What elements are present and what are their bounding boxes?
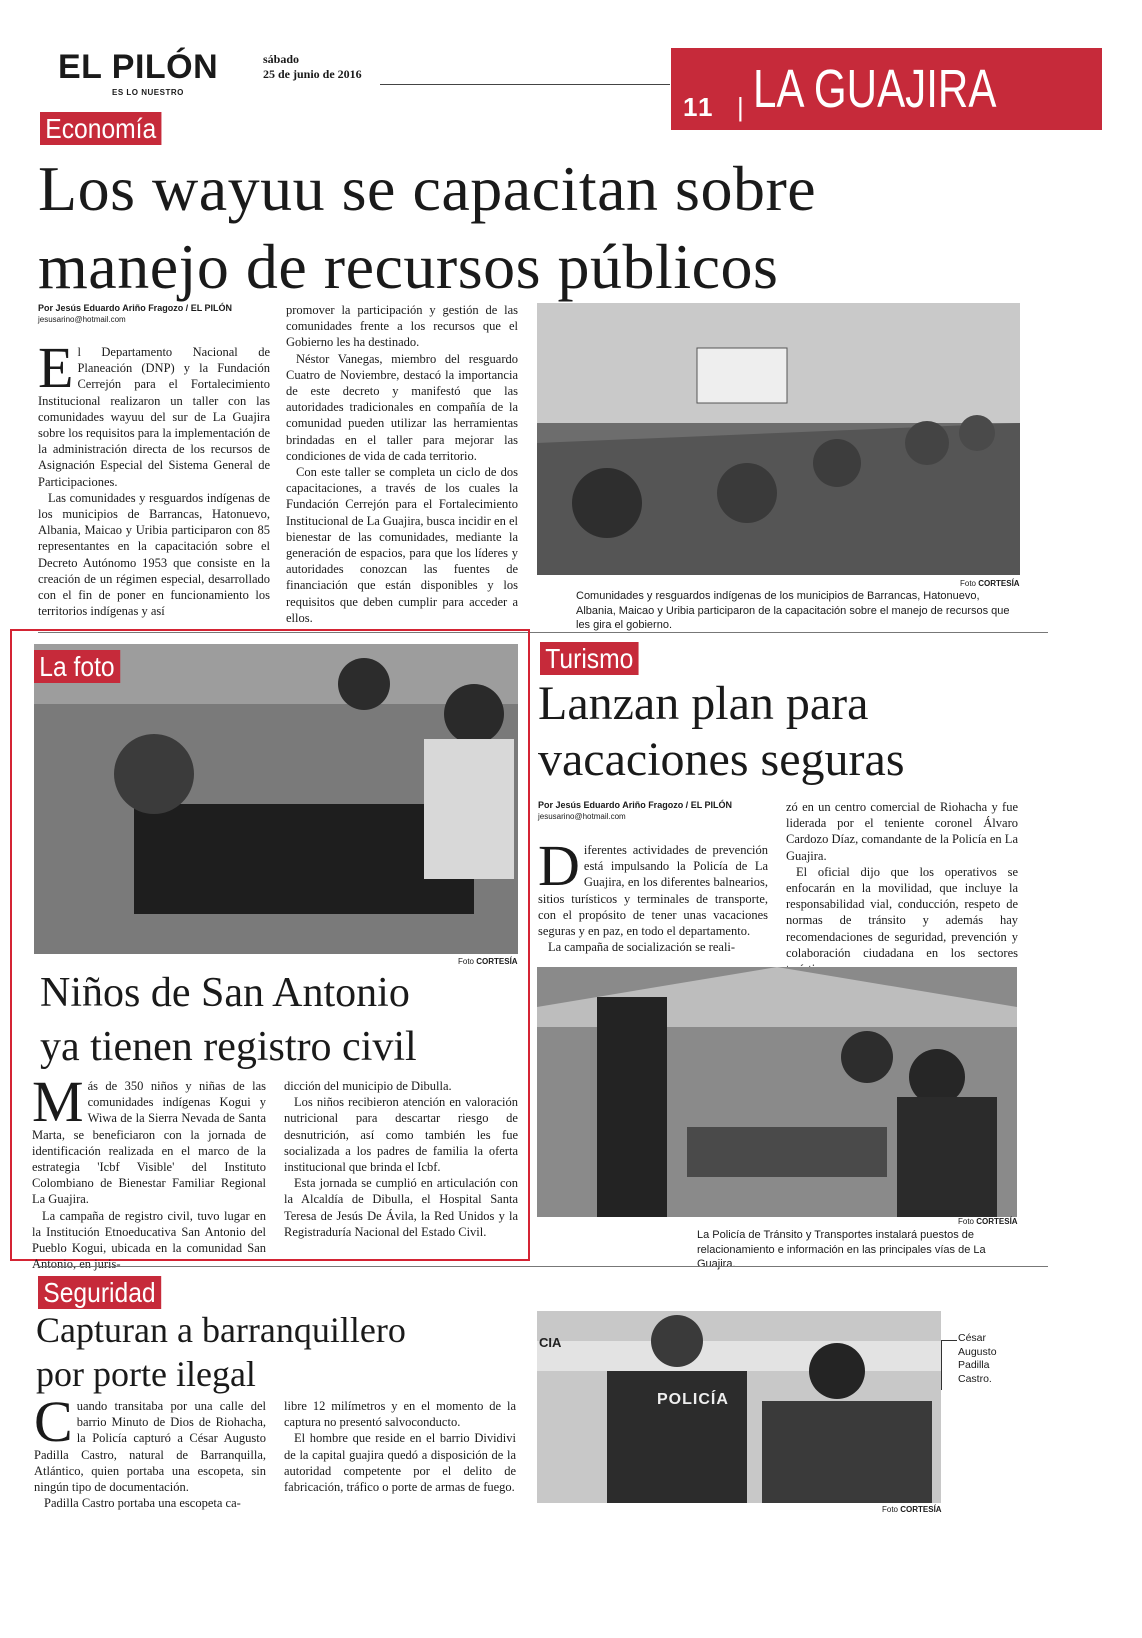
- article4-paragraph: [34, 1389, 266, 1495]
- credit-label: Foto: [960, 579, 977, 588]
- article1-paragraph: promover la participación y gestión de las comunidades frente a los recursos que el Gobierno les ha destinado.: [286, 303, 518, 350]
- article1-tag: [40, 112, 178, 145]
- article4-column-2: [284, 1398, 516, 1502]
- article3-column-2: [786, 799, 1018, 961]
- article1-text: l Departamento Nacional de Planeación (DNP) y la Fundación Cerrejón para el Fortalecimiento Institucional realizaron un taller con las comunidades wayuu del sur de La Guajira sobre los requisitos para la implementación de la administración directa de los recursos de Asignación Especial del Sistema General de Participaciones.: [38, 345, 270, 489]
- article2-tag-label: La foto: [34, 650, 120, 683]
- article1-photo-credit: [960, 579, 1020, 588]
- page-number: 11: [683, 92, 715, 122]
- article2-text: ás de 350 niños y niñas de las comunidades indígenas Kogui y Wiwa de la Sierra Nevada de Santa Marta, se beneficiaron con la jornada de identificación realizada en el marco de la estrategia 'Icbf Visible' del Instituto Colombiano de Bienestar Familiar Regional La Guajira.: [32, 1079, 266, 1207]
- credit-source: CORTESÍA: [476, 957, 518, 966]
- section-header: [671, 48, 1102, 130]
- arrest-photo-illustration: [537, 1311, 941, 1503]
- caption-pointer: [941, 1340, 957, 1390]
- article4-text: uando transitaba por una calle del barrio Minuto de Dios de Riohacha, la Policía capturó a César Augusto Padilla Castro, natural de Barranquilla, Atlántico, quien portaba una escopeta, sin ningún tipo de documentación.: [34, 1399, 266, 1495]
- article1-email: jesusarino@hotmail.com: [38, 315, 126, 324]
- credit-source: CORTESÍA: [900, 1505, 942, 1514]
- article3-photo-credit: [958, 1217, 1018, 1226]
- article1-paragraph: Con este taller se completa un ciclo de dos capacitaciones, a través de los cuales la Fundación Cerrejón para el Fortalecimiento Institucional de La Guajira, busca incidir en el bienestar de las comunidades, mediante la generación de espacios, para que los líderes y autoridades conozcan las fuentes de financiación que están disponibles y los requisitos que deben cumplir para acceder a ellos.: [286, 465, 518, 625]
- article2-photo-credit: [458, 957, 518, 966]
- article1-photo: [537, 303, 1020, 575]
- article2-paragraph: Los niños recibieron atención en valoración nutricional para descartar riesgo de desnutrición, así como también les fue socializada a los padres de familia la oferta institucional que brinda el Icbf.: [284, 1095, 518, 1175]
- article2-paragraph: La campaña de registro civil, tuvo lugar en la Institución Etnoeducativa San Antonio del Pueblo Kogui, ubicada en la comunidad San Antonio, en juris-: [32, 1208, 266, 1272]
- dateline-date: 25 de junio de 2016: [263, 67, 362, 81]
- article1-paragraph: [38, 335, 270, 490]
- header-rule: [380, 84, 670, 85]
- article3-byline-block: [538, 799, 778, 822]
- dateline: [263, 52, 362, 82]
- article1-column-2: [286, 302, 518, 630]
- article3-paragraph: La campaña de socialización se reali-: [548, 940, 736, 955]
- section-title: LA GUAJIRA: [753, 59, 997, 119]
- article2-paragraph: dicción del municipio de Dibulla.: [284, 1079, 452, 1093]
- article3-byline: Por Jesús Eduardo Ariño Fragozo / EL PILÓN: [538, 800, 733, 810]
- workshop-photo-illustration: [537, 303, 1020, 575]
- dateline-day: sábado: [263, 52, 300, 66]
- photo-text-cia: CIA: [539, 1335, 562, 1350]
- article2-column-1: [32, 1069, 266, 1272]
- article3-tag: [540, 642, 652, 675]
- article4-paragraph: libre 12 milímetros y en el momento de la captura no presentó salvoconducto.: [284, 1399, 516, 1430]
- article4-headline-line1: Capturan a barranquillero: [36, 1310, 406, 1350]
- article2-headline-line1: Niños de San Antonio: [40, 970, 410, 1016]
- article2-headline: [40, 966, 525, 1074]
- article2-paragraph: [32, 1069, 266, 1208]
- registration-photo-illustration: [34, 644, 518, 954]
- article3-email: jesusarino@hotmail.com: [538, 812, 626, 821]
- credit-source: CORTESÍA: [978, 579, 1020, 588]
- article3-drop-cap: D: [538, 833, 580, 898]
- article4-photo-credit: [882, 1505, 942, 1514]
- article3-headline: [538, 676, 1038, 788]
- article3-text: iferentes actividades de prevención está impulsando la Policía de La Guajira, en los diferentes balnearios, sitios turísticos y terminales de transporte, con el propósito de tener unas vacaciones seguras y en paz, en todo el departamento.: [538, 843, 768, 939]
- article1-byline: Por Jesús Eduardo Ariño Fragozo / EL PILÓN: [38, 303, 233, 313]
- article1-byline-block: [38, 302, 278, 325]
- article1-paragraph: Néstor Vanegas, miembro del resguardo Cuatro de Noviembre, destacó la importancia de este decreto y manifestó que las autoridades tradicionales en compañía de la comunidad pueden utilizar las herramientas brindadas en el taller para mejorar las condiciones de vida de cada territorio.: [286, 351, 518, 463]
- article1-headline-line2: manejo de recursos públicos: [38, 231, 779, 302]
- article1-tag-label: Economía: [40, 112, 162, 145]
- article4-tag-label: Seguridad: [38, 1276, 161, 1309]
- article1-paragraph: Las comunidades y resguardos indígenas de los municipios de Barrancas, Hatonuevo, Albania, Maicao y Uribia participaron con 85 representantes en la capacitación sobre el Decreto Autónomo 1953 que consiste en la creación de un régimen especial, desarrollado con el fin de poner en funcionamiento los territorios indígenas y así: [38, 490, 270, 619]
- article3-headline-line2: vacaciones seguras: [538, 733, 905, 786]
- article3-paragraph: zó en un centro comercial de Riohacha y fue liderada por el teniente coronel Álvaro Cardozo Díaz, comandante de la Policía en La Guajira.: [786, 800, 1018, 863]
- article3-tag-label: Turismo: [540, 642, 639, 675]
- article2-drop-cap: M: [32, 1069, 84, 1134]
- article4-headline: [36, 1308, 536, 1396]
- article4-tag: [38, 1276, 178, 1309]
- article2-photo: [34, 644, 518, 954]
- article1-drop-cap: E: [38, 335, 74, 400]
- article2-tag: [34, 650, 132, 683]
- article4-column-1: [34, 1389, 266, 1511]
- article1-column-1: [38, 335, 270, 629]
- article3-column-1: [538, 833, 768, 960]
- article4-paragraph: El hombre que reside en el barrio Dividivi de la capital guajira quedó a disposición de la autoridad competente por el delito de fabricación, tráfico o porte de armas de fuego.: [284, 1431, 516, 1495]
- section-divider: [38, 1266, 1048, 1267]
- article4-side-caption: César Augusto Padilla Castro.: [958, 1332, 997, 1385]
- police-photo-illustration: [537, 967, 1017, 1217]
- logo-slogan: ES LO NUESTRO: [112, 88, 184, 97]
- credit-source: CORTESÍA: [976, 1217, 1018, 1226]
- credit-label: Foto: [458, 957, 475, 966]
- article1-caption: Comunidades y resguardos indígenas de los municipios de Barrancas, Hatonuevo, Albania, Maicao y Uribia participaron de la capacitación sobre el manejo de recursos que les gira el gobierno.: [576, 590, 1010, 631]
- article4-photo: [537, 1311, 941, 1503]
- credit-label: Foto: [958, 1217, 975, 1226]
- article2-column-2: [284, 1078, 518, 1256]
- page-separator: |: [737, 92, 744, 122]
- article3-caption: La Policía de Tránsito y Transportes instalará puestos de relacionamiento e información en las principales vías de La Guajira.: [697, 1229, 986, 1270]
- article1-headline: [38, 150, 1098, 306]
- article3-photo: [537, 967, 1017, 1217]
- credit-label: Foto: [882, 1505, 899, 1514]
- article1-headline-line1: Los wayuu se capacitan sobre: [38, 153, 817, 224]
- article3-paragraph: [538, 833, 768, 939]
- article2-paragraph: Esta jornada se cumplió en articulación con la Alcaldía de Dibulla, el Hospital Santa Teresa de Jesús De Ávila, la Red Unidos y la Registraduría Nacional del Estado Civil.: [284, 1176, 518, 1239]
- article3-paragraph: El oficial dijo que los operativos se enfocarán en la movilidad, que incluye la responsabilidad vial, conducción, respeto de normas de tránsito y además hay recomendaciones de seguridad, prevención y colaboración ciudadana en los sectores: [786, 864, 1018, 960]
- article4-headline-line2: por porte ilegal: [36, 1354, 256, 1394]
- article4-drop-cap: C: [34, 1389, 73, 1454]
- photo-text-policia: POLICÍA: [657, 1391, 729, 1408]
- article2-headline-line2: ya tienen registro civil: [40, 1024, 417, 1070]
- article3-headline-line1: Lanzan plan para: [538, 677, 869, 730]
- newspaper-logo: EL PILÓN: [58, 48, 219, 86]
- article4-paragraph: Padilla Castro portaba una escopeta ca-: [44, 1496, 241, 1511]
